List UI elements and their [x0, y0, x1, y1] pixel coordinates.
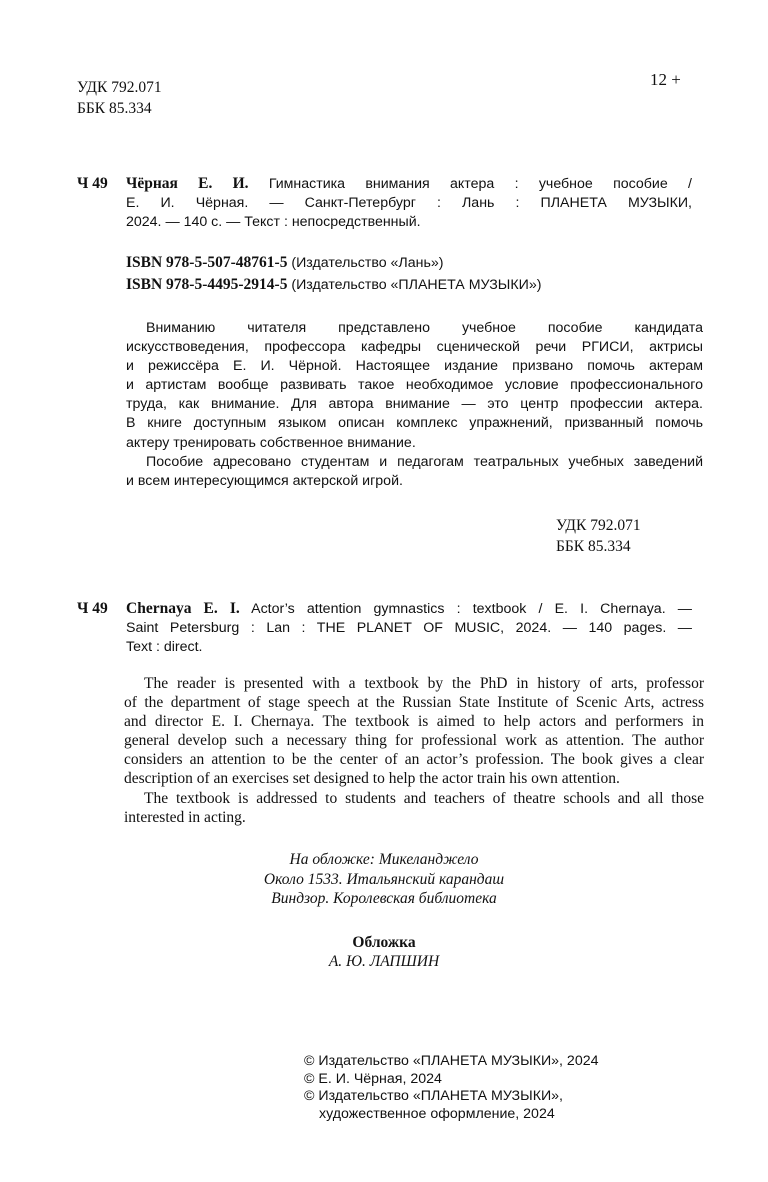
ru-abstract-line: Пособие адресовано студентам и педагогам театральных учебных заведений [146, 453, 703, 470]
en-abstract-line: considers an attention to be the center of an actor’s profession. The book gives a clear [124, 751, 704, 769]
en-title: Actor’s attention gymnastics : textbook / E. I. Chernaya. — [251, 601, 692, 617]
isbn-lan-publisher: (Издательство «Лань») [291, 255, 444, 271]
bbk-code: ББК 85.334 [77, 100, 152, 117]
cover-credit-line: Виндзор. Королевская библиотека [271, 890, 497, 907]
bbk-code-footer: ББК 85.334 [556, 538, 631, 555]
en-abstract-line: and director E. I. Chernaya. The textbook is aimed to help actors and performers in [124, 713, 704, 731]
cover-designer-name: А. Ю. ЛАПШИН [328, 953, 440, 970]
ru-author: Чёрная Е. И. [126, 175, 249, 192]
cover-credit-line: Около 1533. Итальянский карандаш [263, 870, 505, 888]
en-abstract-line: general develop such a necessary thing for professional work as attention. The author [124, 732, 704, 750]
en-bibliographic-entry [126, 599, 692, 657]
isbn-planeta-publisher: (Издательство «ПЛАНЕТА МУЗЫКИ») [291, 277, 542, 293]
cover-credit [0, 850, 768, 909]
copyright-line: художественное оформление, 2024 [319, 1105, 555, 1122]
en-library-code: Ч 49 [77, 600, 108, 617]
isbn-planeta: ISBN 978-5-4495-2914-5 [126, 276, 288, 293]
ru-abstract-line: актеру тренировать собственное внимание. [126, 434, 416, 451]
ru-abstract-line: труда, как внимание. Для автора внимание — это центр профессии актера. [126, 396, 703, 413]
isbn-lan: ISBN 978-5-507-48761-5 [126, 254, 288, 271]
ru-abstract-line: и артистам вообще развивать такое необходимое условие профессионального [126, 377, 703, 394]
ru-entry-line-2: Е. И. Чёрная. — Санкт-Петербург : Лань : ПЛАНЕТА МУЗЫКИ, [126, 195, 692, 211]
en-entry-line-3: Text : direct. [126, 639, 203, 655]
cover-design-label: Обложка [352, 934, 416, 951]
ru-bibliographic-entry [126, 174, 692, 232]
ru-entry-line-3: 2024. — 140 с. — Текст : непосредственный. [126, 214, 421, 230]
udk-code: УДК 792.071 [77, 79, 162, 96]
cover-credit-line: На обложке: Микеланджело [289, 851, 479, 868]
ru-abstract-line: Вниманию читателя представлено учебное пособие кандидата [146, 320, 703, 336]
ru-abstract-line: и всем интересующимся актерской игрой. [126, 472, 403, 489]
en-abstract-line: of the department of stage speech at the Russian State Institute of Scenic Arts, actress [124, 694, 704, 712]
ru-abstract-line: В книге доступным языком описан комплекс упражнений, призванный помочь [126, 415, 703, 432]
copyright-line: © Издательство «ПЛАНЕТА МУЗЫКИ», [304, 1088, 563, 1104]
age-rating: 12 + [650, 70, 681, 89]
ru-abstract-line: искусствоведения, профессора кафедры сценической речи РГИСИ, актрисы [126, 339, 703, 356]
copyright-block [304, 1053, 599, 1123]
ru-entry-line-1 [126, 174, 692, 194]
ru-abstract [126, 319, 703, 491]
copyright-line: © Издательство «ПЛАНЕТА МУЗЫКИ», 2024 [304, 1053, 599, 1069]
udk-code-footer: УДК 792.071 [556, 517, 641, 534]
ru-abstract-line: и режиссёра Е. И. Чёрной. Настоящее издание призвано помочь актерам [126, 358, 703, 375]
en-abstract-line: The textbook is addressed to students and teachers of theatre schools and all those [144, 789, 704, 807]
en-entry-line-1 [126, 599, 692, 619]
en-entry-line-2: Saint Petersburg : Lan : THE PLANET OF MUSIC, 2024. — 140 pages. — [126, 620, 692, 636]
isbn-block [126, 253, 541, 295]
en-author: Chernaya E. I. [126, 600, 240, 617]
en-abstract-line: description of an exercises set designed to help the actor train his own attention. [124, 770, 620, 788]
en-abstract [124, 674, 704, 827]
copyright-line: © Е. И. Чёрная, 2024 [304, 1070, 442, 1087]
en-abstract-line: The reader is presented with a textbook by the PhD in history of arts, professor [144, 675, 704, 692]
ru-title: Гимнастика внимания актера : учебное пособие / [268, 176, 692, 192]
en-abstract-line: interested in acting. [124, 808, 246, 826]
ru-library-code: Ч 49 [77, 175, 108, 192]
